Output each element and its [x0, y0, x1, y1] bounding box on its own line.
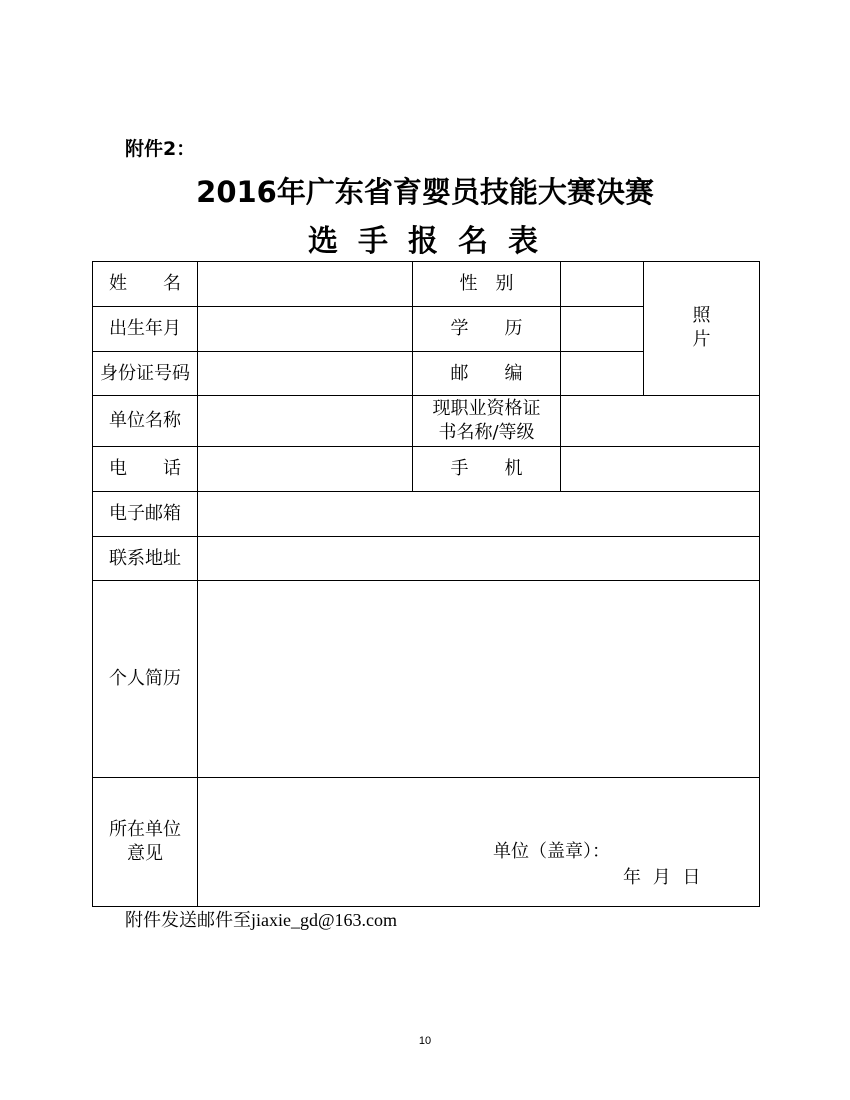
gender-label: 性 别	[413, 262, 561, 307]
phone-field[interactable]	[198, 447, 413, 492]
form-subtitle: 选手报名表	[308, 224, 558, 259]
registration-form-table	[92, 261, 760, 907]
opinion-label-line2: 意见	[127, 843, 163, 864]
mobile-field[interactable]	[561, 447, 760, 492]
gender-field[interactable]	[561, 262, 644, 307]
postcode-label: 邮 编	[413, 352, 561, 396]
birth-label: 出生年月	[93, 307, 198, 352]
opinion-label	[93, 778, 198, 907]
name-field[interactable]	[198, 262, 413, 307]
name-label: 姓 名	[93, 262, 198, 307]
phone-label: 电 话	[93, 447, 198, 492]
employer-label: 单位名称	[93, 396, 198, 447]
date-label: 年 月 日	[623, 867, 701, 888]
resume-label: 个人简历	[93, 581, 198, 778]
education-label: 学 历	[413, 307, 561, 352]
birth-field[interactable]	[198, 307, 413, 352]
certificate-label-line1: 现职业资格证	[432, 398, 541, 419]
address-label: 联系地址	[93, 537, 198, 581]
address-field[interactable]	[198, 537, 760, 581]
id-number-field[interactable]	[198, 352, 413, 396]
attachment-label: 附件2：	[125, 138, 196, 160]
photo-label-line2: 片	[692, 329, 711, 350]
opinion-field[interactable]	[198, 778, 760, 907]
page-number: 10	[418, 1035, 432, 1047]
mobile-label: 手 机	[413, 447, 561, 492]
resume-field[interactable]	[198, 581, 760, 778]
email-field[interactable]	[198, 492, 760, 537]
form-title: 2016年广东省育婴员技能大赛决赛	[196, 175, 654, 209]
postcode-field[interactable]	[561, 352, 644, 396]
id-number-label: 身份证号码	[93, 352, 198, 396]
submission-note: 附件发送邮件至jiaxie_gd@163.com	[125, 910, 398, 930]
certificate-label	[413, 396, 561, 447]
opinion-label-line1: 所在单位	[109, 819, 181, 840]
employer-field[interactable]	[198, 396, 413, 447]
education-field[interactable]	[561, 307, 644, 352]
certificate-field[interactable]	[561, 396, 760, 447]
email-label: 电子邮箱	[93, 492, 198, 537]
photo-label-line1: 照	[692, 305, 711, 326]
certificate-label-line2: 书名称/等级	[438, 422, 535, 443]
seal-label: 单位（盖章）：	[493, 841, 610, 862]
photo-box[interactable]	[644, 262, 760, 396]
